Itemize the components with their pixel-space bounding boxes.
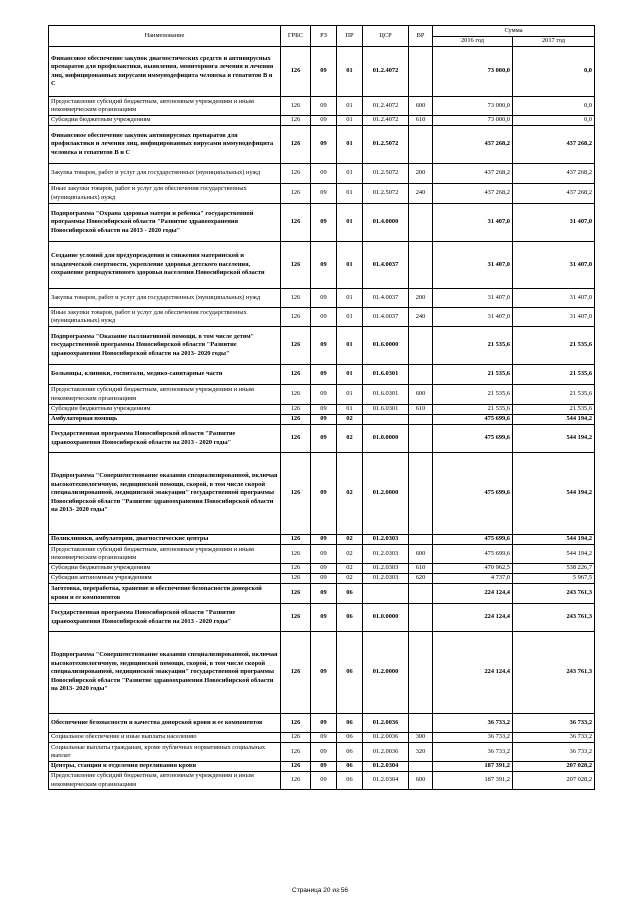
row-grbs: 126 [281, 126, 311, 164]
row-name: Центры, станции и отделения переливания крови [49, 762, 281, 772]
row-sum-2016: 187 391,2 [433, 772, 513, 790]
table-body [49, 47, 595, 790]
row-sum-2017: 31 407,0 [513, 204, 595, 242]
row-sum-2017: 21 535,6 [513, 405, 595, 415]
header-grbs: ГРБС [281, 26, 311, 47]
row-csr: 01.6.0301 [363, 365, 409, 385]
row-sum-2016: 36 733,2 [433, 733, 513, 743]
row-vr [409, 535, 433, 545]
table-row [49, 365, 595, 385]
row-pr: 02 [337, 453, 363, 535]
row-sum-2017: 31 407,0 [513, 242, 595, 289]
row-pr: 02 [337, 535, 363, 545]
row-vr [409, 242, 433, 289]
row-csr: 01.2.0303 [363, 564, 409, 574]
table-row [49, 289, 595, 308]
table-row [49, 772, 595, 790]
row-pr: 06 [337, 762, 363, 772]
row-csr: 01.2.0036 [363, 733, 409, 743]
header-vr: ВР [409, 26, 433, 47]
row-rz: 09 [311, 535, 337, 545]
row-rz: 09 [311, 714, 337, 733]
row-name: Амбулаторная помощь [49, 415, 281, 425]
row-rz: 09 [311, 385, 337, 405]
row-csr: 01.2.0036 [363, 714, 409, 733]
row-grbs: 126 [281, 545, 311, 564]
row-name: Подпрограмма "Совершенствование оказания специализированной, включая высокотехнологичную, медицинской помощи, скорой, в том числе скорой специализированной, медицинской эвакуации" государственной программы Новосибирской области "Развитие здравоохранения Новосибирской области на 2013- 2020 годы" [49, 453, 281, 535]
row-pr: 01 [337, 242, 363, 289]
row-name: Предоставление субсидий бюджетным, автономным учреждениям и иным некоммерческим организациям [49, 545, 281, 564]
row-pr: 01 [337, 308, 363, 327]
table-row [49, 632, 595, 714]
table-row [49, 164, 595, 184]
row-pr: 01 [337, 164, 363, 184]
row-rz: 09 [311, 164, 337, 184]
row-name: Субсидии бюджетным учреждениям [49, 405, 281, 415]
row-rz: 09 [311, 289, 337, 308]
row-rz: 09 [311, 632, 337, 714]
row-csr: 01.2.5072 [363, 126, 409, 164]
row-grbs: 126 [281, 47, 311, 97]
row-vr: 240 [409, 308, 433, 327]
row-vr [409, 714, 433, 733]
table-row [49, 604, 595, 632]
row-sum-2017: 538 226,7 [513, 564, 595, 574]
row-sum-2017: 31 407,0 [513, 308, 595, 327]
row-grbs: 126 [281, 385, 311, 405]
row-grbs: 126 [281, 327, 311, 365]
row-pr: 01 [337, 116, 363, 126]
table-row [49, 574, 595, 584]
row-csr: 01.2.4072 [363, 116, 409, 126]
table-row [49, 584, 595, 604]
row-sum-2017: 21 535,6 [513, 327, 595, 365]
row-grbs: 126 [281, 535, 311, 545]
row-name: Социальное обеспечение и иные выплаты населению [49, 733, 281, 743]
row-name: Иные закупки товаров, работ и услуг для обеспечения государственных (муниципальных) нужд [49, 308, 281, 327]
row-name: Обеспечение безопасности и качества донорской крови и ее компонентов [49, 714, 281, 733]
row-sum-2016: 224 124,4 [433, 584, 513, 604]
row-sum-2017: 243 761,3 [513, 584, 595, 604]
row-sum-2017: 21 535,6 [513, 385, 595, 405]
row-name: Заготовка, переработка, хранение и обеспечение безопасности донорской крови и ее компонентов [49, 584, 281, 604]
row-csr: 01.6.0301 [363, 385, 409, 405]
row-sum-2016: 475 699,6 [433, 425, 513, 453]
header-sum: Сумма [433, 26, 595, 37]
row-grbs: 126 [281, 714, 311, 733]
row-sum-2017: 36 733,2 [513, 733, 595, 743]
row-vr [409, 126, 433, 164]
row-sum-2017: 243 761,3 [513, 604, 595, 632]
row-csr [363, 584, 409, 604]
row-pr: 06 [337, 584, 363, 604]
row-sum-2016: 187 391,2 [433, 762, 513, 772]
row-csr: 01.4.0037 [363, 289, 409, 308]
header-year-2017: 2017 год [513, 37, 595, 47]
row-vr [409, 47, 433, 97]
row-rz: 09 [311, 772, 337, 790]
row-csr: 01.2.0000 [363, 632, 409, 714]
row-vr: 600 [409, 772, 433, 790]
row-pr: 01 [337, 204, 363, 242]
row-csr [363, 415, 409, 425]
row-grbs: 126 [281, 289, 311, 308]
table-row [49, 242, 595, 289]
table-row [49, 762, 595, 772]
row-grbs: 126 [281, 204, 311, 242]
row-grbs: 126 [281, 184, 311, 204]
row-sum-2016: 73 000,0 [433, 47, 513, 97]
row-name: Государственная программа Новосибирской области "Развитие здравоохранения Новосибирской области на 2013 - 2020 годы" [49, 425, 281, 453]
row-rz: 09 [311, 584, 337, 604]
row-vr: 300 [409, 733, 433, 743]
row-sum-2016: 437 268,2 [433, 164, 513, 184]
row-rz: 09 [311, 762, 337, 772]
row-grbs: 126 [281, 308, 311, 327]
row-sum-2017: 207 028,2 [513, 762, 595, 772]
row-vr: 600 [409, 545, 433, 564]
row-grbs: 126 [281, 574, 311, 584]
row-rz: 09 [311, 242, 337, 289]
row-name: Иные закупки товаров, работ и услуг для обеспечения государственных (муниципальных) нужд [49, 184, 281, 204]
table-row [49, 184, 595, 204]
row-rz: 09 [311, 743, 337, 762]
row-sum-2017: 21 535,6 [513, 365, 595, 385]
row-sum-2016: 21 535,6 [433, 385, 513, 405]
row-name: Закупка товаров, работ и услуг для государственных (муниципальных) нужд [49, 289, 281, 308]
row-pr: 06 [337, 632, 363, 714]
row-rz: 09 [311, 47, 337, 97]
row-pr: 06 [337, 743, 363, 762]
row-name: Подпрограмма "Оказание паллиативной помощи, в том числе детям" государственной программы Новосибирской области "Развитие здравоохранения Новосибирской области на 2013- 2020 годы" [49, 327, 281, 365]
row-sum-2016: 36 733,2 [433, 743, 513, 762]
table-row [49, 204, 595, 242]
table-row [49, 47, 595, 97]
row-grbs: 126 [281, 242, 311, 289]
row-grbs: 126 [281, 425, 311, 453]
row-sum-2016: 224 124,4 [433, 604, 513, 632]
table-row [49, 385, 595, 405]
row-grbs: 126 [281, 743, 311, 762]
row-pr: 01 [337, 184, 363, 204]
header-name: Наименование [49, 26, 281, 47]
row-sum-2016: 475 699,6 [433, 453, 513, 535]
row-pr: 06 [337, 604, 363, 632]
row-csr: 01.2.0303 [363, 574, 409, 584]
row-sum-2016: 31 407,0 [433, 289, 513, 308]
row-rz: 09 [311, 604, 337, 632]
row-name: Предоставление субсидий бюджетным, автономным учреждениям и иным некоммерческим организациям [49, 97, 281, 116]
row-grbs: 126 [281, 164, 311, 184]
row-sum-2017: 0,0 [513, 97, 595, 116]
row-csr: 01.0.0000 [363, 604, 409, 632]
row-pr: 06 [337, 714, 363, 733]
row-name: Предоставление субсидий бюджетным, автономным учреждениям и иным некоммерческим организациям [49, 772, 281, 790]
row-sum-2017: 544 194,2 [513, 453, 595, 535]
row-sum-2016: 31 407,0 [433, 308, 513, 327]
row-csr: 01.2.0303 [363, 545, 409, 564]
row-csr: 01.2.0304 [363, 772, 409, 790]
row-csr: 01.4.0000 [363, 204, 409, 242]
row-grbs: 126 [281, 772, 311, 790]
row-vr: 610 [409, 116, 433, 126]
table-row [49, 425, 595, 453]
row-sum-2016: 224 124,4 [433, 632, 513, 714]
row-pr: 02 [337, 564, 363, 574]
row-grbs: 126 [281, 564, 311, 574]
row-rz: 09 [311, 425, 337, 453]
row-rz: 09 [311, 733, 337, 743]
row-vr [409, 415, 433, 425]
row-sum-2016: 475 699,6 [433, 535, 513, 545]
row-vr [409, 632, 433, 714]
row-csr: 01.2.0303 [363, 535, 409, 545]
row-vr [409, 365, 433, 385]
row-name: Подпрограмма "Охрана здоровья матери и ребенка" государственной программы Новосибирской области "Развитие здравоохранения Новосибирской области на 2013 - 2020 годы" [49, 204, 281, 242]
row-sum-2017: 243 761,3 [513, 632, 595, 714]
row-csr: 01.0.0000 [363, 425, 409, 453]
row-csr: 01.4.0037 [363, 242, 409, 289]
row-name: Субсидии автономным учреждениям [49, 574, 281, 584]
header-year-2016: 2016 год [433, 37, 513, 47]
row-sum-2017: 5 967,5 [513, 574, 595, 584]
row-vr [409, 204, 433, 242]
row-sum-2016: 4 737,0 [433, 574, 513, 584]
row-vr [409, 584, 433, 604]
row-name: Субсидии бюджетным учреждениям [49, 116, 281, 126]
row-pr: 01 [337, 97, 363, 116]
page-footer: Страница 20 из 56 [292, 887, 348, 894]
row-csr: 01.4.0037 [363, 308, 409, 327]
row-grbs: 126 [281, 584, 311, 604]
row-rz: 09 [311, 116, 337, 126]
table-row [49, 97, 595, 116]
row-name: Закупка товаров, работ и услуг для государственных (муниципальных) нужд [49, 164, 281, 184]
row-sum-2016: 31 407,0 [433, 242, 513, 289]
row-rz: 09 [311, 97, 337, 116]
row-name: Финансовое обеспечение закупок антивирусных препаратов для профилактики и лечения лиц, инфицированных вирусами иммунодефицита человека и гепатитов В и С [49, 126, 281, 164]
row-name: Государственная программа Новосибирской области "Развитие здравоохранения Новосибирской области на 2013 - 2020 годы" [49, 604, 281, 632]
table-row [49, 453, 595, 535]
header-pr: ПР [337, 26, 363, 47]
row-vr: 240 [409, 184, 433, 204]
row-csr: 01.2.0036 [363, 743, 409, 762]
row-pr: 02 [337, 425, 363, 453]
row-rz: 09 [311, 574, 337, 584]
table-row [49, 405, 595, 415]
row-grbs: 126 [281, 762, 311, 772]
table-row [49, 743, 595, 762]
row-sum-2017: 544 194,2 [513, 535, 595, 545]
row-vr [409, 604, 433, 632]
row-pr: 01 [337, 365, 363, 385]
row-rz: 09 [311, 415, 337, 425]
row-vr: 600 [409, 97, 433, 116]
row-grbs: 126 [281, 604, 311, 632]
row-name: Предоставление субсидий бюджетным, автономным учреждениям и иным некоммерческим организациям [49, 385, 281, 405]
row-rz: 09 [311, 204, 337, 242]
row-csr: 01.6.0000 [363, 327, 409, 365]
budget-table [48, 25, 595, 790]
row-rz: 09 [311, 365, 337, 385]
row-pr: 02 [337, 545, 363, 564]
row-sum-2017: 544 194,2 [513, 425, 595, 453]
row-sum-2016: 21 535,6 [433, 405, 513, 415]
row-sum-2017: 544 194,2 [513, 415, 595, 425]
row-rz: 09 [311, 308, 337, 327]
row-csr: 01.2.5072 [363, 184, 409, 204]
row-pr: 01 [337, 405, 363, 415]
row-vr: 610 [409, 405, 433, 415]
row-sum-2016: 31 407,0 [433, 204, 513, 242]
row-name: Финансовое обеспечение закупок диагностических средств и антивирусных препаратов для профилактики, выявления, мониторинга лечения и лечения лиц, инфицированных вирусами иммунодефицита человека и гепатитов В и С [49, 47, 281, 97]
row-sum-2017: 437 268,2 [513, 164, 595, 184]
row-vr: 200 [409, 289, 433, 308]
header-rz: РЗ [311, 26, 337, 47]
row-pr: 06 [337, 733, 363, 743]
row-pr: 06 [337, 772, 363, 790]
row-vr: 610 [409, 564, 433, 574]
table-row [49, 545, 595, 564]
row-grbs: 126 [281, 453, 311, 535]
row-vr: 620 [409, 574, 433, 584]
row-rz: 09 [311, 327, 337, 365]
table-row [49, 126, 595, 164]
row-pr: 01 [337, 289, 363, 308]
row-csr: 01.6.0301 [363, 405, 409, 415]
row-csr: 01.2.0304 [363, 762, 409, 772]
table-row [49, 116, 595, 126]
row-sum-2017: 437 268,2 [513, 126, 595, 164]
row-rz: 09 [311, 405, 337, 415]
row-rz: 09 [311, 184, 337, 204]
row-rz: 09 [311, 126, 337, 164]
row-name: Больницы, клиники, госпитали, медико-санитарные части [49, 365, 281, 385]
row-vr: 600 [409, 385, 433, 405]
row-sum-2016: 21 535,6 [433, 327, 513, 365]
row-name: Социальные выплаты гражданам, кроме публичных нормативных социальных выплат [49, 743, 281, 762]
row-sum-2017: 31 407,0 [513, 289, 595, 308]
row-name: Поликлиники, амбулатории, диагностические центры [49, 535, 281, 545]
row-pr: 01 [337, 327, 363, 365]
table-row [49, 564, 595, 574]
row-sum-2016: 73 000,0 [433, 97, 513, 116]
table-row [49, 327, 595, 365]
row-grbs: 126 [281, 405, 311, 415]
row-grbs: 126 [281, 97, 311, 116]
row-grbs: 126 [281, 116, 311, 126]
row-sum-2017: 544 194,2 [513, 545, 595, 564]
row-vr [409, 425, 433, 453]
row-sum-2016: 475 699,6 [433, 415, 513, 425]
row-sum-2016: 437 268,2 [433, 184, 513, 204]
row-grbs: 126 [281, 415, 311, 425]
row-sum-2016: 475 699,6 [433, 545, 513, 564]
row-csr: 01.2.4072 [363, 47, 409, 97]
row-csr: 01.2.0000 [363, 453, 409, 535]
row-vr [409, 453, 433, 535]
table-row [49, 733, 595, 743]
table-row [49, 714, 595, 733]
row-sum-2017: 0,0 [513, 47, 595, 97]
row-pr: 01 [337, 126, 363, 164]
row-sum-2017: 437 268,2 [513, 184, 595, 204]
row-name: Подпрограмма "Совершенствование оказания специализированной, включая высокотехнологичную, медицинской помощи, скорой, в том числе скорой специализированной, медицинской эвакуации" государственной программы Новосибирской области "Развитие здравоохранения Новосибирской области на 2013- 2020 годы" [49, 632, 281, 714]
row-sum-2017: 36 733,2 [513, 743, 595, 762]
row-grbs: 126 [281, 733, 311, 743]
header-csr: ЦСР [363, 26, 409, 47]
row-grbs: 126 [281, 365, 311, 385]
row-pr: 02 [337, 415, 363, 425]
row-vr: 200 [409, 164, 433, 184]
row-sum-2016: 73 000,0 [433, 116, 513, 126]
row-sum-2017: 0,0 [513, 116, 595, 126]
table-row [49, 535, 595, 545]
row-sum-2016: 21 535,6 [433, 365, 513, 385]
row-pr: 01 [337, 47, 363, 97]
row-name: Создание условий для предупреждения и снижения материнской и младенческой смертности, укрепление здоровья детского населения, сохранение репродуктивного здоровья населения Новосибирской области [49, 242, 281, 289]
row-grbs: 126 [281, 632, 311, 714]
row-sum-2017: 207 028,2 [513, 772, 595, 790]
row-rz: 09 [311, 545, 337, 564]
row-vr: 320 [409, 743, 433, 762]
row-sum-2016: 36 733,2 [433, 714, 513, 733]
row-csr: 01.2.4072 [363, 97, 409, 116]
row-sum-2016: 437 268,2 [433, 126, 513, 164]
row-pr: 02 [337, 574, 363, 584]
row-vr [409, 327, 433, 365]
row-rz: 09 [311, 453, 337, 535]
row-vr [409, 762, 433, 772]
row-csr: 01.2.5072 [363, 164, 409, 184]
table-row [49, 308, 595, 327]
table-row [49, 415, 595, 425]
row-pr: 01 [337, 385, 363, 405]
row-name: Субсидии бюджетным учреждениям [49, 564, 281, 574]
row-rz: 09 [311, 564, 337, 574]
row-sum-2016: 470 962,5 [433, 564, 513, 574]
row-sum-2017: 36 733,2 [513, 714, 595, 733]
